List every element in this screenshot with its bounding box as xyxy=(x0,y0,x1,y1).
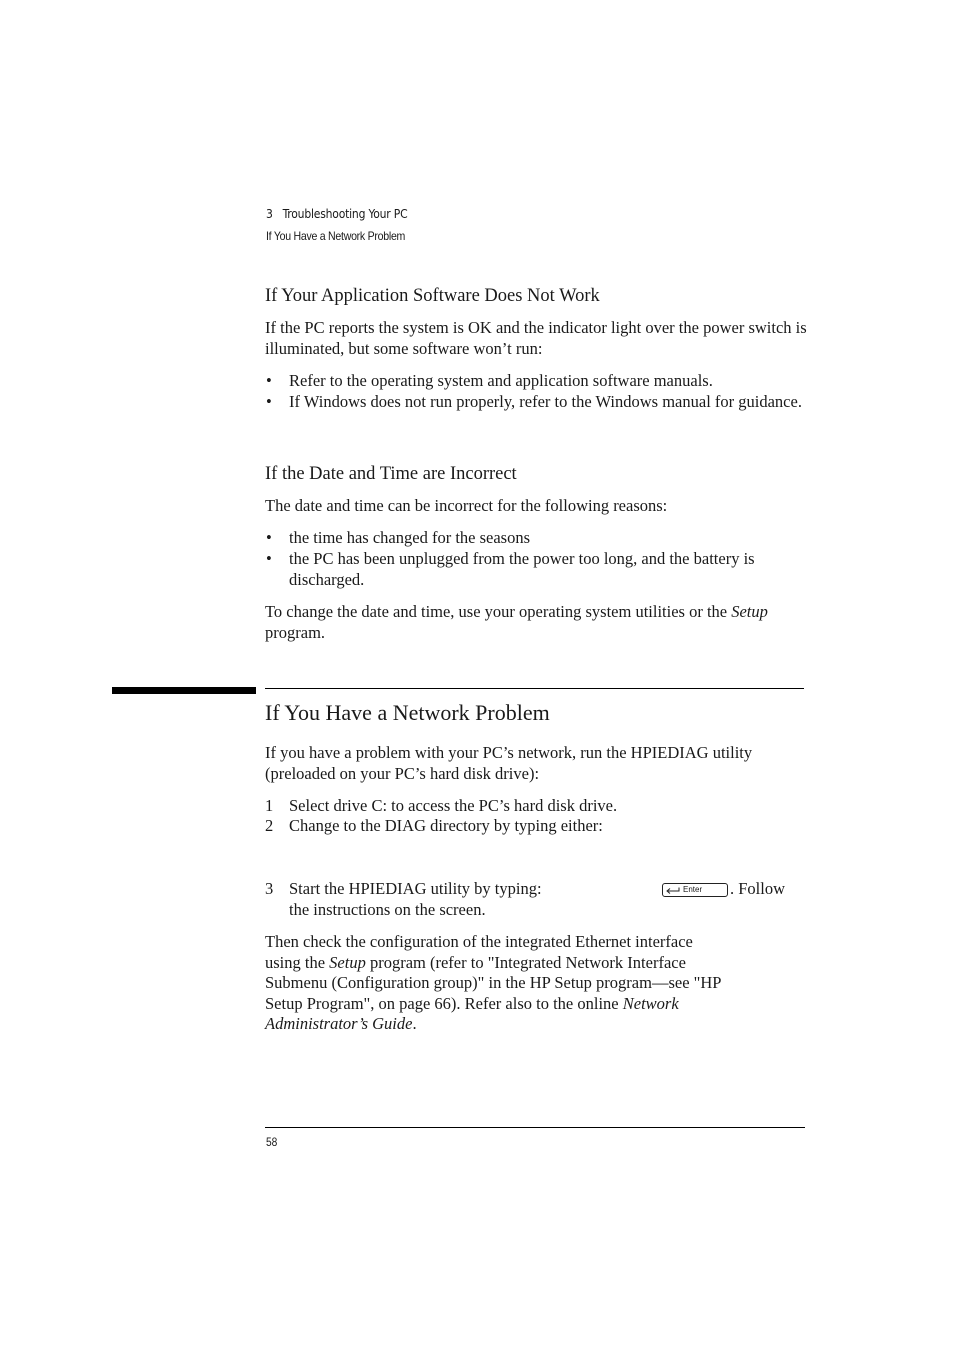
bullet-dot: • xyxy=(266,528,272,547)
section-rule-thin xyxy=(265,688,804,689)
software-bullet-2: If Windows does not run properly, refer to the Windows manual for guidance. xyxy=(289,392,802,411)
config-line-3: Submenu (Configuration group)" in the HP Setup program—see "HP xyxy=(265,973,722,992)
software-bullet-1: Refer to the operating system and application software manuals. xyxy=(289,371,713,390)
bullet-dot: • xyxy=(266,371,272,390)
config-line-5 xyxy=(265,1014,825,1035)
footer-rule xyxy=(265,1127,805,1128)
step-1-text: Select drive C: to access the PC’s hard disk drive. xyxy=(289,796,618,815)
return-arrow-icon xyxy=(666,887,680,895)
page-number: 58 xyxy=(266,1135,278,1149)
config-text: program (refer to "Integrated Network Interface xyxy=(369,952,686,972)
software-intro: If the PC reports the system is OK and the indicator light over the power switch is illuminated, but some software won’t run: xyxy=(265,318,807,358)
chapter-title: Troubleshooting Your PC xyxy=(282,207,408,221)
datetime-outro-text: To change the date and time, use your operating system utilities or the xyxy=(265,602,728,621)
setup-term: Setup xyxy=(731,602,768,621)
enter-key xyxy=(662,883,728,897)
section-rule-thick xyxy=(112,687,256,694)
guide-title: Network xyxy=(622,993,679,1013)
datetime-bullet-1: the time has changed for the seasons xyxy=(289,528,531,547)
running-header-chapter xyxy=(266,207,407,221)
datetime-bullet-2: the PC has been unplugged from the power too long, and the battery is discharged. xyxy=(289,549,755,589)
guide-title: Administrator’s Guide xyxy=(265,1014,413,1033)
setup-term: Setup xyxy=(329,952,366,972)
datetime-intro: The date and time can be incorrect for the following reasons: xyxy=(265,496,668,515)
config-text: Setup Program", on page 66). Refer also to the online xyxy=(265,993,619,1013)
step-number: 1 xyxy=(265,796,274,815)
enter-key-label: Enter xyxy=(683,885,703,894)
step-2-text: Change to the DIAG directory by typing either: xyxy=(289,816,603,835)
datetime-outro-end: program. xyxy=(265,622,326,642)
chapter-number: 3 xyxy=(266,207,273,221)
config-text: using the xyxy=(265,952,326,972)
network-intro: If you have a problem with your PC’s network, run the HPIEDIAG utility (preloaded on your PC’s hard disk drive): xyxy=(265,743,753,783)
network-heading: If You Have a Network Problem xyxy=(265,700,550,725)
step-number: 3 xyxy=(265,879,274,898)
config-line-2 xyxy=(265,953,825,974)
step-number: 2 xyxy=(265,816,274,835)
step-3-text: Start the HPIEDIAG utility by typing: xyxy=(289,879,542,898)
datetime-heading: If the Date and Time are Incorrect xyxy=(265,464,517,484)
step-3-follow: . Follow xyxy=(730,879,786,898)
bullet-dot: • xyxy=(266,549,272,568)
running-header-section: If You Have a Network Problem xyxy=(266,229,406,243)
network-config-paragraph xyxy=(265,932,825,1035)
step-3-line2: the instructions on the screen. xyxy=(289,900,486,919)
config-text: . xyxy=(412,1014,417,1033)
bullet-dot: • xyxy=(266,392,272,411)
config-line-4 xyxy=(265,994,825,1015)
software-heading: If Your Application Software Does Not Work xyxy=(265,286,600,306)
config-line-1: Then check the configuration of the integrated Ethernet interface xyxy=(265,932,693,951)
datetime-outro xyxy=(265,602,810,643)
